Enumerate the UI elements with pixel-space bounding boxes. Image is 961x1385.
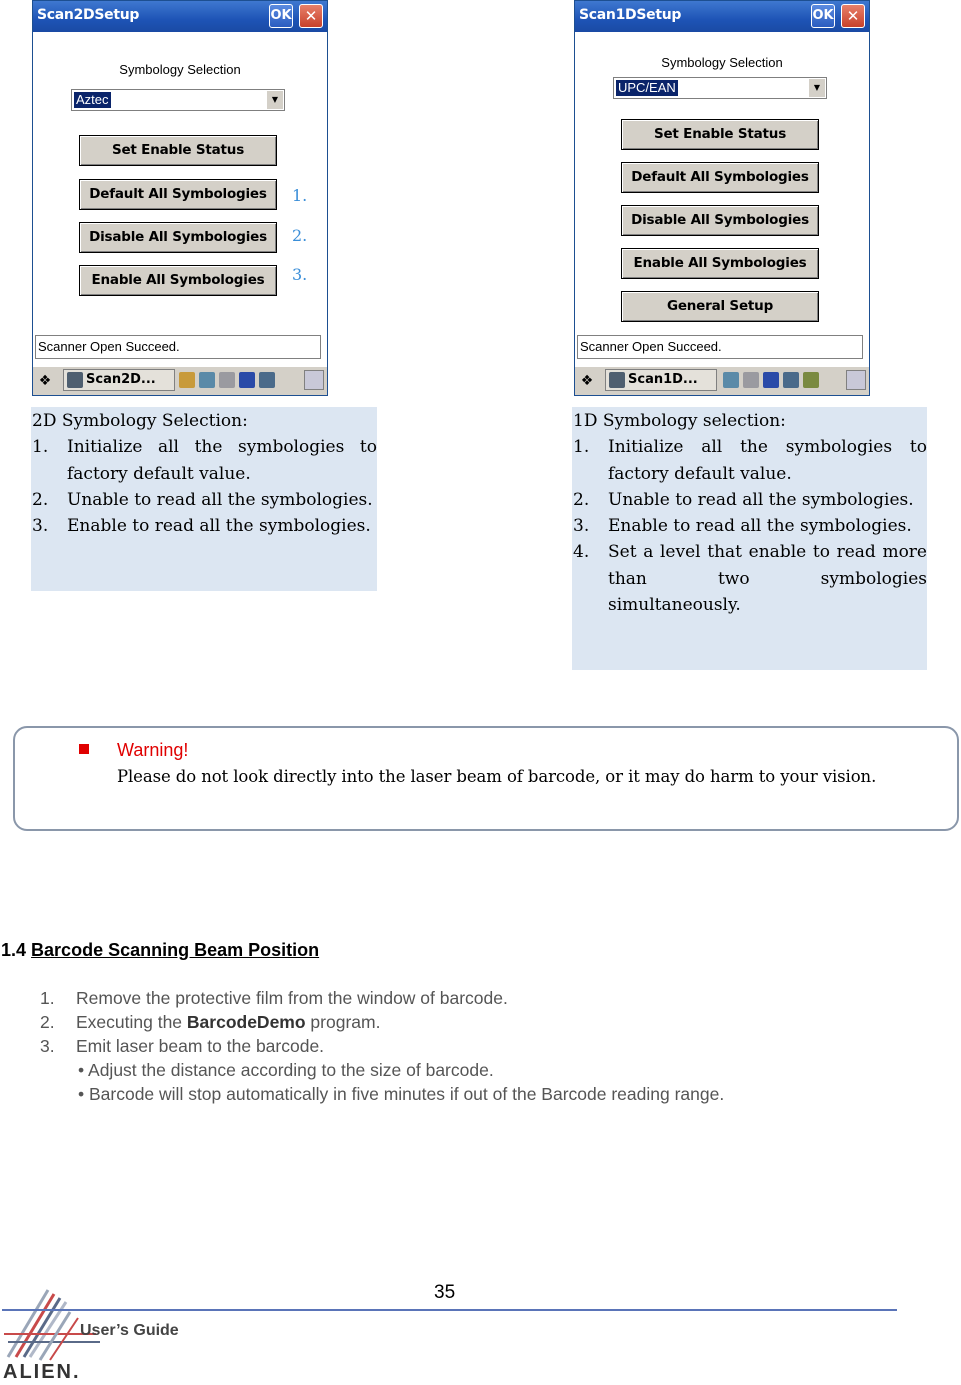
- close-button[interactable]: ✕: [841, 4, 865, 28]
- footer-divider: [2, 1309, 897, 1311]
- taskbar-app-button[interactable]: [605, 369, 717, 391]
- step-number: 1.: [40, 988, 55, 1008]
- list-item: [31, 487, 377, 513]
- dialog-client: [575, 32, 869, 367]
- keyboard-icon[interactable]: [219, 372, 235, 388]
- input-mode-icon[interactable]: [763, 372, 779, 388]
- list-item: [40, 986, 724, 1010]
- scan1d-setup-window: [574, 0, 870, 396]
- enable-all-symbologies-button[interactable]: Enable All Symbologies: [621, 248, 819, 279]
- disable-all-symbologies-button[interactable]: Disable All Symbologies: [621, 205, 819, 236]
- taskbar: [33, 366, 327, 395]
- scan2d-setup-window: [32, 0, 328, 396]
- warning-body: Please do not look directly into the laser beam of barcode, or it may do harm to your vision.: [117, 767, 877, 786]
- show-desktop-icon[interactable]: [846, 370, 866, 390]
- display-icon[interactable]: [259, 372, 275, 388]
- input-mode-icon[interactable]: [239, 372, 255, 388]
- page-number: 35: [434, 1282, 456, 1303]
- title-bar: [33, 1, 327, 32]
- step-text: Executing the: [76, 1012, 187, 1032]
- marker-1: 1.: [292, 186, 308, 205]
- item-number: 2.: [573, 489, 590, 510]
- network-icon[interactable]: [723, 372, 739, 388]
- taskbar: [575, 366, 869, 395]
- item-number: 2.: [32, 489, 49, 510]
- program-name: BarcodeDemo: [186, 1012, 306, 1032]
- desc-1d-box: [572, 407, 927, 670]
- network-icon[interactable]: [199, 372, 215, 388]
- steps-list: [40, 986, 724, 1106]
- default-all-symbologies-button[interactable]: Default All Symbologies: [79, 179, 277, 210]
- app-icon: [67, 372, 83, 388]
- enable-all-symbologies-button[interactable]: Enable All Symbologies: [79, 265, 277, 296]
- title-bar: [575, 1, 869, 32]
- step-number: 3.: [40, 1036, 55, 1056]
- ok-button[interactable]: OK: [269, 4, 293, 28]
- ok-button[interactable]: OK: [811, 4, 835, 28]
- item-text: Initialize all the symbologies to factory default value.: [67, 437, 377, 484]
- windows-start-icon[interactable]: ❖: [580, 373, 594, 389]
- item-number: 3.: [32, 516, 49, 537]
- symbology-label: Symbology Selection: [119, 62, 241, 77]
- section-title: Barcode Scanning Beam Position: [31, 940, 320, 960]
- step-text: Remove the protective film from the window of barcode.: [76, 988, 508, 1008]
- item-text: Set a level that enable to read more than two symbologies simultaneously.: [608, 542, 927, 616]
- footer-guide-label: User’s Guide: [80, 1322, 179, 1339]
- step-text: Emit laser beam to the barcode.: [76, 1036, 325, 1056]
- item-text: Enable to read all the symbologies.: [608, 516, 912, 537]
- desc-2d-heading: 2D Symbology Selection:: [32, 411, 248, 431]
- windows-start-icon[interactable]: ❖: [38, 373, 52, 389]
- desc-2d-list: [31, 434, 377, 539]
- symbology-select[interactable]: [71, 89, 285, 111]
- section-number: 1.4: [1, 940, 27, 960]
- list-item: [40, 1010, 724, 1034]
- default-all-symbologies-button[interactable]: Default All Symbologies: [621, 162, 819, 193]
- show-desktop-icon[interactable]: [304, 370, 324, 390]
- taskbar-app-label: Scan2D...: [86, 372, 156, 387]
- power-plug-icon[interactable]: [803, 372, 819, 388]
- disable-all-symbologies-button[interactable]: Disable All Symbologies: [79, 222, 277, 253]
- item-text: Unable to read all the symbologies.: [67, 489, 373, 510]
- item-number: 3.: [573, 516, 590, 537]
- app-icon: [609, 372, 625, 388]
- item-text: Unable to read all the symbologies.: [608, 489, 914, 510]
- item-text: Enable to read all the symbologies.: [67, 516, 371, 537]
- system-tray: [723, 372, 819, 390]
- item-number: 4.: [573, 542, 590, 563]
- marker-2: 2.: [292, 226, 308, 245]
- chevron-down-icon[interactable]: ▼: [808, 79, 825, 97]
- item-number: 1.: [32, 437, 49, 458]
- general-setup-button[interactable]: General Setup: [621, 291, 819, 322]
- battery-icon[interactable]: [179, 372, 195, 388]
- window-title: Scan2DSetup: [37, 7, 140, 23]
- desc-1d-heading: 1D Symbology selection:: [573, 411, 786, 431]
- item-text: Initialize all the symbologies to factory default value.: [608, 437, 927, 484]
- dialog-client: [33, 32, 327, 367]
- sub-bullet: • Adjust the distance according to the size of barcode.: [78, 1060, 494, 1080]
- system-tray: [179, 372, 275, 390]
- step-text: program.: [305, 1012, 381, 1032]
- desc-1d-list: [572, 434, 927, 618]
- taskbar-app-button[interactable]: [63, 369, 175, 391]
- warning-title: Warning!: [117, 740, 189, 760]
- square-bullet-icon: [79, 744, 89, 754]
- list-item: [572, 513, 927, 539]
- item-number: 1.: [573, 437, 590, 458]
- symbology-select[interactable]: [613, 77, 827, 99]
- set-enable-status-button[interactable]: Set Enable Status: [621, 119, 819, 150]
- symbology-select-value: UPC/EAN: [618, 80, 676, 95]
- close-button[interactable]: ✕: [299, 4, 323, 28]
- chevron-down-icon[interactable]: ▼: [266, 91, 283, 109]
- list-item: [31, 513, 377, 539]
- window-title: Scan1DSetup: [579, 7, 682, 23]
- set-enable-status-button[interactable]: Set Enable Status: [79, 135, 277, 166]
- list-item: [572, 434, 927, 487]
- display-icon[interactable]: [783, 372, 799, 388]
- marker-3: 3.: [292, 265, 308, 284]
- list-item: [572, 539, 927, 618]
- list-item: [572, 487, 927, 513]
- status-bar: Scanner Open Succeed.: [35, 335, 321, 359]
- list-item: [31, 434, 377, 487]
- step-number: 2.: [40, 1012, 55, 1032]
- taskbar-app-label: Scan1D...: [628, 372, 698, 387]
- symbology-label: Symbology Selection: [661, 55, 783, 70]
- logo-text: ALIEN.: [3, 1361, 81, 1383]
- desc-2d-box: [31, 407, 377, 591]
- section-heading: [1, 940, 319, 961]
- warning-box: [13, 726, 959, 831]
- symbology-select-value: Aztec: [76, 92, 109, 107]
- sub-bullet: • Barcode will stop automatically in five minutes if out of the Barcode reading range.: [78, 1084, 725, 1104]
- list-item: [40, 1034, 724, 1058]
- status-bar: Scanner Open Succeed.: [577, 335, 863, 359]
- keyboard-icon[interactable]: [743, 372, 759, 388]
